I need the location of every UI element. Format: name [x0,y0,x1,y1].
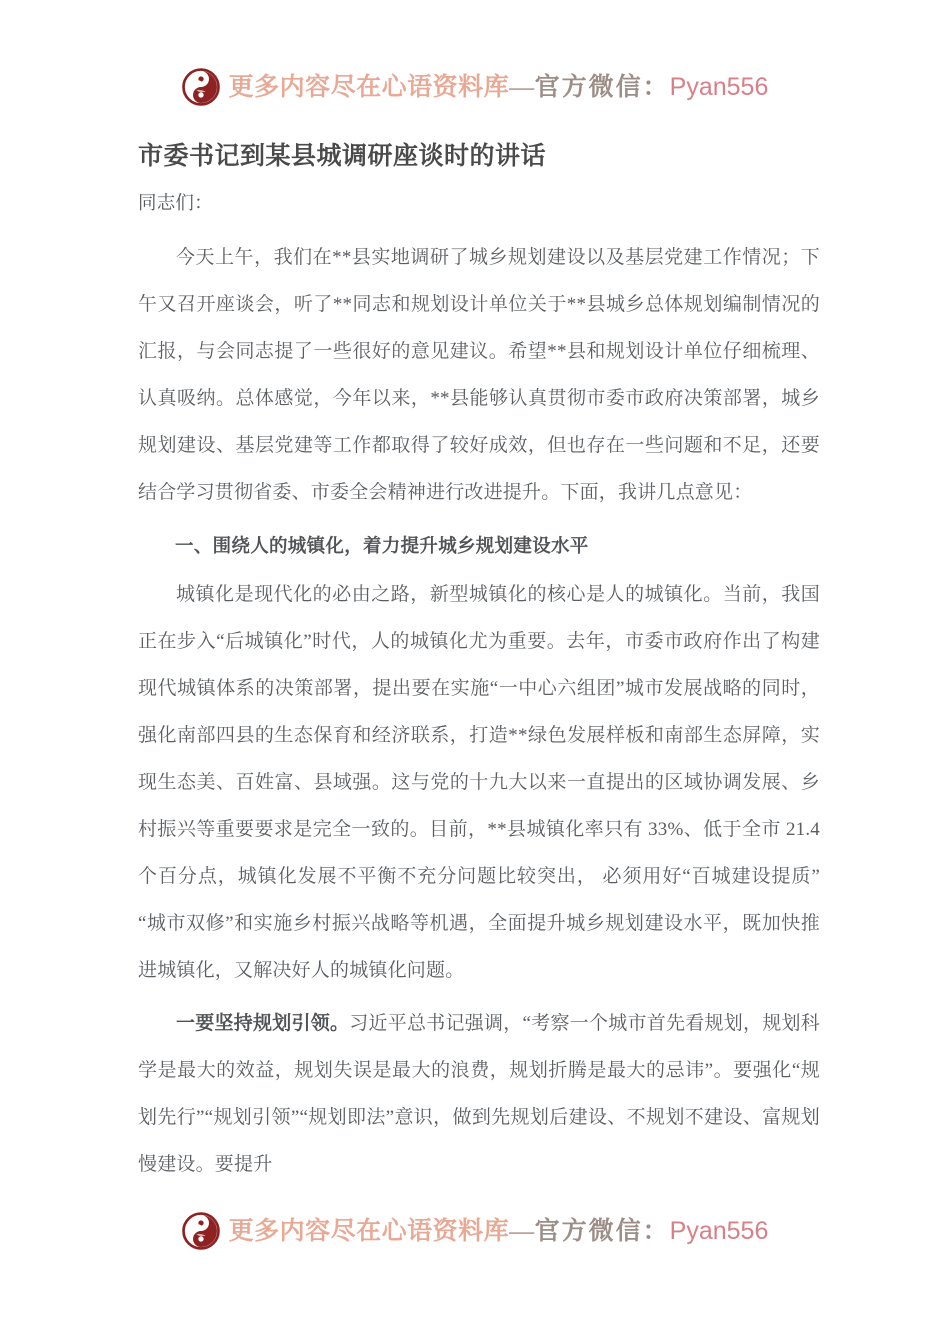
yin-yang-fish-logo-icon [182,68,220,106]
paragraph-intro: 今天上午，我们在**县实地调研了城乡规划建设以及基层党建工作情况；下午又召开座谈会，听了**同志和规划设计单位关于**县城乡总体规划编制情况的汇报，与会同志提了一些很好的意见建议。希望**县和规划设计单位仔细梳理、认真吸纳。总体感觉，今年以来，**县能够认真贯彻市委市政府决策部署，城乡规划建设、基层党建等工作都取得了较好成效，但也存在一些问题和不足，还要结合学习贯彻省委、市委全会精神进行改进提升。下面，我讲几点意见： [138,247,820,504]
watermark-header [0,68,950,106]
watermark-footer [0,1212,950,1250]
subsection-lead-bold: 一要坚持规划引领。 [176,1013,350,1035]
watermark-dash: — [509,1217,535,1245]
watermark-brand-text: 更多内容尽在心语资料库 [228,73,510,101]
watermark-brand-text: 更多内容尽在心语资料库 [228,1217,510,1245]
paragraph-urbanization: 城镇化是现代化的必由之路，新型城镇化的核心是人的城镇化。当前，我国正在步入“后城镇化”时代，人的城镇化尤为重要。去年，市委市政府作出了构建现代城镇体系的决策部署，提出要在实施“一中心六组团”城市发展战略的同时，强化南部四县的生态保育和经济联系，打造**绿色发展样板和南部生态屏障，实现生态美、百姓富、县域强。这与党的十九大以来一直提出的区域协调发展、乡村振兴等重要要求是完全一致的。目前，**县城镇化率只有 33%、低于全市 21.4 个百分点，城镇化发展不平衡不充分问题比较突出， 必须用好“百城建设提质”“城市双修”和实施乡村振兴战略等机遇，全面提升城乡规划建设水平，既加快推进城镇化，又解决好人的城镇化问题。 [138,584,820,982]
document-content [138,140,820,1194]
watermark-wechat-id: Pyan556 [669,1216,769,1245]
subsection-body-text: 习近平总书记强调，“考察一个城市首先看规划，规划科学是最大的效益，规划失误是最大的浪费，规划折腾是最大的忌讳”。要强化“规划先行”“规划引领”“规划即法”意识，做到先规划后建设、不规划不建设、富规划慢建设。要提升 [138,1013,820,1176]
watermark-label: 官方微信： [534,73,670,101]
salutation: 同志们： [138,193,213,214]
watermark-wechat-id: Pyan556 [669,72,769,101]
watermark-dash: — [509,73,535,101]
section-heading-1: 一、围绕人的城镇化，着力提升城乡规划建设水平 [175,535,589,557]
paragraph-subsection-1 [138,1000,820,1188]
yin-yang-fish-logo-icon [182,1212,220,1250]
page-title: 市委书记到某县城调研座谈时的讲话 [138,142,547,170]
watermark-label: 官方微信： [534,1217,670,1245]
